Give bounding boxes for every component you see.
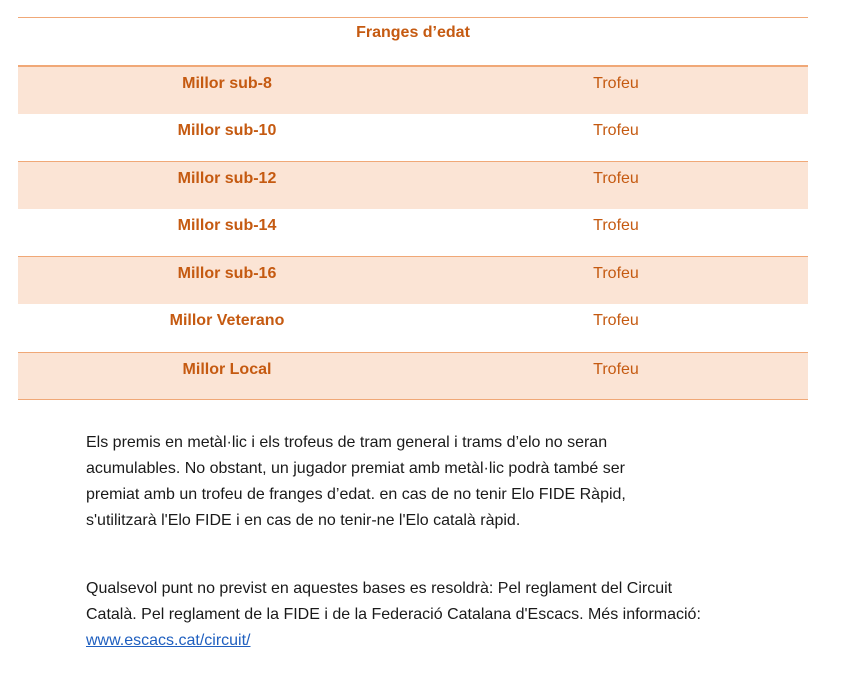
table-row	[18, 352, 808, 400]
row-value: Trofeu	[593, 311, 639, 329]
prizes-paragraph	[86, 430, 806, 534]
row-label: Millor Local	[182, 360, 272, 378]
table-row	[18, 66, 808, 114]
row-value: Trofeu	[593, 75, 639, 92]
table-row	[18, 209, 808, 257]
paragraph-line: Català. Pel reglament de la FIDE i de la Federació Catalana d'Escacs. Més informació:	[86, 606, 701, 623]
row-value: Trofeu	[593, 216, 639, 234]
row-value: Trofeu	[593, 360, 639, 378]
row-value: Trofeu	[593, 170, 639, 188]
paragraph-line: s'utilitzarà l'Elo FIDE i en cas de no tenir-ne l'Elo català ràpid.	[86, 512, 521, 529]
table-row	[18, 114, 808, 162]
rules-paragraph	[86, 576, 806, 654]
row-label: Millor sub-16	[177, 265, 277, 283]
age-groups-table	[18, 17, 808, 400]
row-value: Trofeu	[593, 121, 639, 139]
table-row	[18, 256, 808, 304]
circuit-link[interactable]: www.escacs.cat/circuit/	[86, 632, 251, 649]
row-label: Millor sub-14	[177, 216, 277, 234]
paragraph-line: acumulables. No obstant, un jugador premiat amb metàl·lic podrà també ser	[86, 460, 625, 477]
row-label: Millor sub-8	[182, 75, 272, 92]
table-row	[18, 304, 808, 352]
table-header: Franges d’edat	[18, 18, 808, 66]
paragraph-line: premiat amb un trofeu de franges d’edat. en cas de no tenir Elo FIDE Ràpid,	[86, 486, 626, 503]
paragraph-line: Qualsevol punt no previst en aquestes bases es resoldrà: Pel reglament del Circuit	[86, 580, 673, 597]
row-label: Millor Veterano	[169, 311, 285, 329]
row-label: Millor sub-12	[177, 170, 277, 188]
row-value: Trofeu	[593, 265, 639, 283]
paragraph-line: Els premis en metàl·lic i els trofeus de tram general i trams d’elo no seran	[86, 434, 608, 451]
table-row	[18, 161, 808, 209]
row-label: Millor sub-10	[177, 121, 277, 139]
